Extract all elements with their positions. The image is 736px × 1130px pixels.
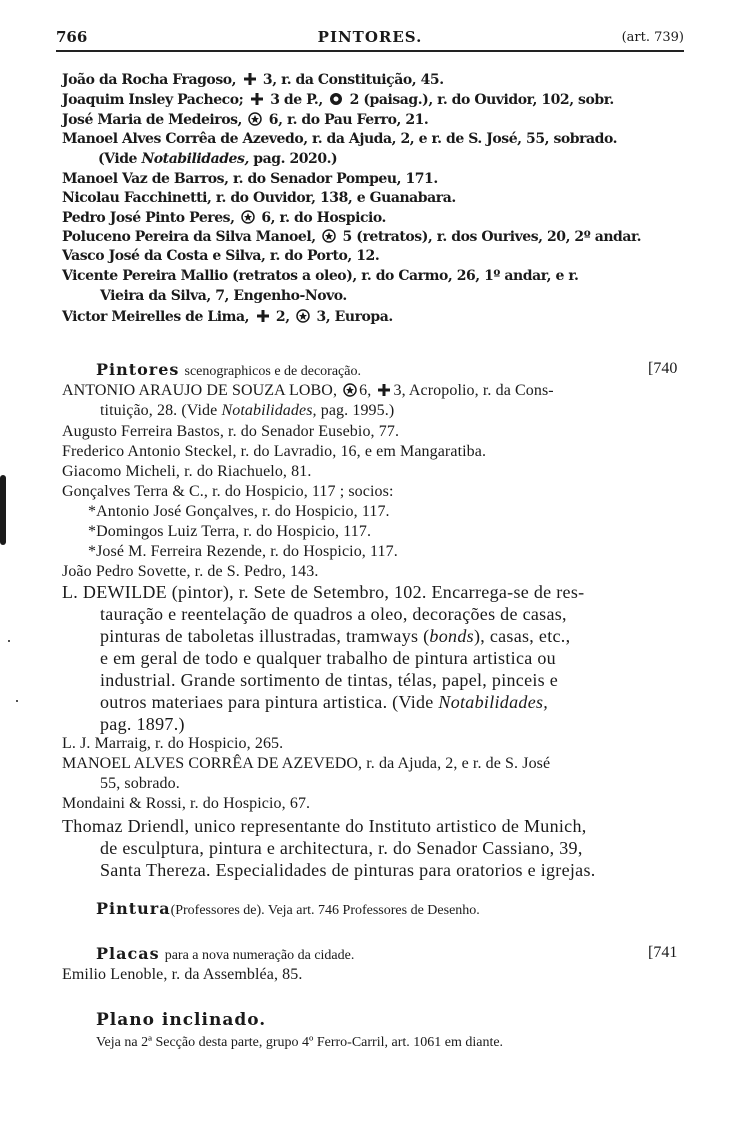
entry-line: ANTONIO ARAUJO DE SOUZA LOBO, 6, 3, Acropolio, r. da Cons- — [62, 382, 554, 399]
entry-line: João Pedro Sovette, r. de S. Pedro, 143. — [62, 563, 319, 580]
entry-line: Frederico Antonio Steckel, r. do Lavradio, 16, e em Mangaratiba. — [62, 443, 487, 460]
section-subtitle: scenographicos e de decoração. — [184, 364, 361, 379]
entry-line: Augusto Ferreira Bastos, r. do Senador Eusebio, 77. — [62, 423, 400, 440]
cross-icon — [377, 383, 391, 397]
entry-line: tauração e reentelação de quadros a oleo, decorações de casas, — [100, 604, 567, 624]
entry-line: de esculptura, pintura e architectura, r. do Senador Cassiano, 39, — [100, 838, 583, 858]
entry-line: pag. 1897.) — [100, 714, 185, 734]
entry-line: 55, sobrado. — [100, 775, 180, 792]
entry-line: L. DEWILDE (pintor), r. Sete de Setembro, 102. Encarrega-se de res- — [62, 582, 585, 602]
entry-line: Joaquim Insley Pacheco; 3 de P., 2 (paisag.), r. do Ouvidor, 102, sobr. — [62, 92, 614, 108]
entry-line: Vieira da Silva, 7, Engenho-Novo. — [100, 288, 347, 304]
page-header — [56, 28, 684, 52]
entry-line: Mondaini & Rossi, r. do Hospicio, 67. — [62, 795, 311, 812]
entry-line: *José M. Ferreira Rezende, r. do Hospicio, 117. — [88, 543, 398, 560]
page-number: 766 — [56, 28, 88, 46]
entry-line: Veja na 2ª Secção desta parte, grupo 4º Ferro-Carril, art. 1061 em diante. — [96, 1035, 504, 1050]
star-icon — [296, 309, 310, 323]
cross-icon — [256, 309, 270, 323]
entry-line: Santa Thereza. Especialidades de pinturas para oratorios e igrejas. — [100, 860, 596, 880]
entry-line: Victor Meirelles de Lima, 2, 3, Europa. — [62, 309, 393, 325]
ink-mark — [16, 700, 18, 702]
entry-line: Emilio Lenoble, r. da Assembléa, 85. — [62, 966, 303, 983]
entry-line: Vicente Pereira Mallio (retratos a oleo), r. do Carmo, 26, 1º andar, e r. — [62, 268, 579, 284]
entry-line: industrial. Grande sortimento de tintas, télas, papel, pinceis e — [100, 670, 559, 690]
cross-icon — [250, 92, 264, 106]
section-740-heading-line — [96, 362, 361, 379]
entry-line: L. J. Marraig, r. do Hospicio, 265. — [62, 735, 284, 752]
entry-line: Thomaz Driendl, unico representante do Instituto artistico de Munich, — [62, 816, 587, 836]
entry-line: José Maria de Medeiros, 6, r. do Pau Ferro, 21. — [62, 112, 429, 128]
section-number: [741 — [648, 944, 678, 961]
section-number: [740 — [648, 360, 678, 377]
cross-icon — [243, 72, 257, 86]
entry-line: e em geral de todo e qualquer trabalho de pintura artistica ou — [100, 648, 556, 668]
entry-line: (Vide Notabilidades, pag. 2020.) — [98, 151, 338, 167]
section-heading: Placas — [96, 944, 160, 963]
section-subtitle: para a nova numeração da cidade. — [164, 948, 355, 963]
star-icon — [322, 229, 336, 243]
pintura-heading-line — [96, 901, 480, 918]
placas-heading-line — [96, 946, 354, 963]
entry-line: *Antonio José Gonçalves, r. do Hospicio, 117. — [88, 503, 390, 520]
entry-line: outros materiaes para pintura artistica. (Vide Notabilidades, — [100, 692, 549, 712]
page-title: PINTORES. — [317, 28, 423, 46]
entry-line: Nicolau Facchinetti, r. do Ouvidor, 138, e Guanabara. — [62, 190, 456, 206]
entry-line: Manoel Vaz de Barros, r. do Senador Pompeu, 171. — [62, 171, 438, 187]
section-heading: Plano inclinado. — [96, 1010, 267, 1030]
entry-line: Poluceno Pereira da Silva Manoel, 5 (retratos), r. dos Ourives, 20, 2º andar. — [62, 229, 642, 245]
entry-line: João da Rocha Fragoso, 3, r. da Constituição, 45. — [62, 72, 444, 88]
section-subtitle: (Professores de). Veja art. 746 Professores de Desenho. — [170, 903, 480, 918]
entry-line: Giacomo Micheli, r. do Riachuelo, 81. — [62, 463, 312, 480]
plano-heading-line — [96, 1012, 266, 1029]
article-reference: (art. 739) — [621, 30, 684, 45]
entry-line: Manoel Alves Corrêa de Azevedo, r. da Ajuda, 2, e r. de S. José, 55, sobrado. — [62, 131, 618, 147]
star-icon — [248, 112, 262, 126]
entry-line: Vasco José da Costa e Silva, r. do Porto, 12. — [62, 248, 380, 264]
ink-mark — [0, 475, 6, 545]
medal-icon — [329, 92, 343, 106]
entry-line: Gonçalves Terra & C., r. do Hospicio, 117 ; socios: — [62, 483, 394, 500]
entry-line: pinturas de taboletas illustradas, tramways (bonds), casas, etc., — [100, 626, 571, 646]
section-heading: Pintores — [96, 360, 180, 379]
entry-line: MANOEL ALVES CORRÊA DE AZEVEDO, r. da Ajuda, 2, e r. de S. José — [62, 755, 551, 772]
section-heading: Pintura — [96, 899, 171, 918]
star-icon — [343, 383, 357, 397]
entry-line: Pedro José Pinto Peres, 6, r. do Hospicio. — [62, 210, 386, 226]
ink-mark — [8, 640, 10, 642]
entry-line: tituição, 28. (Vide Notabilidades, pag. 1995.) — [100, 402, 395, 419]
entry-line: *Domingos Luiz Terra, r. do Hospicio, 117. — [88, 523, 372, 540]
star-icon — [241, 210, 255, 224]
